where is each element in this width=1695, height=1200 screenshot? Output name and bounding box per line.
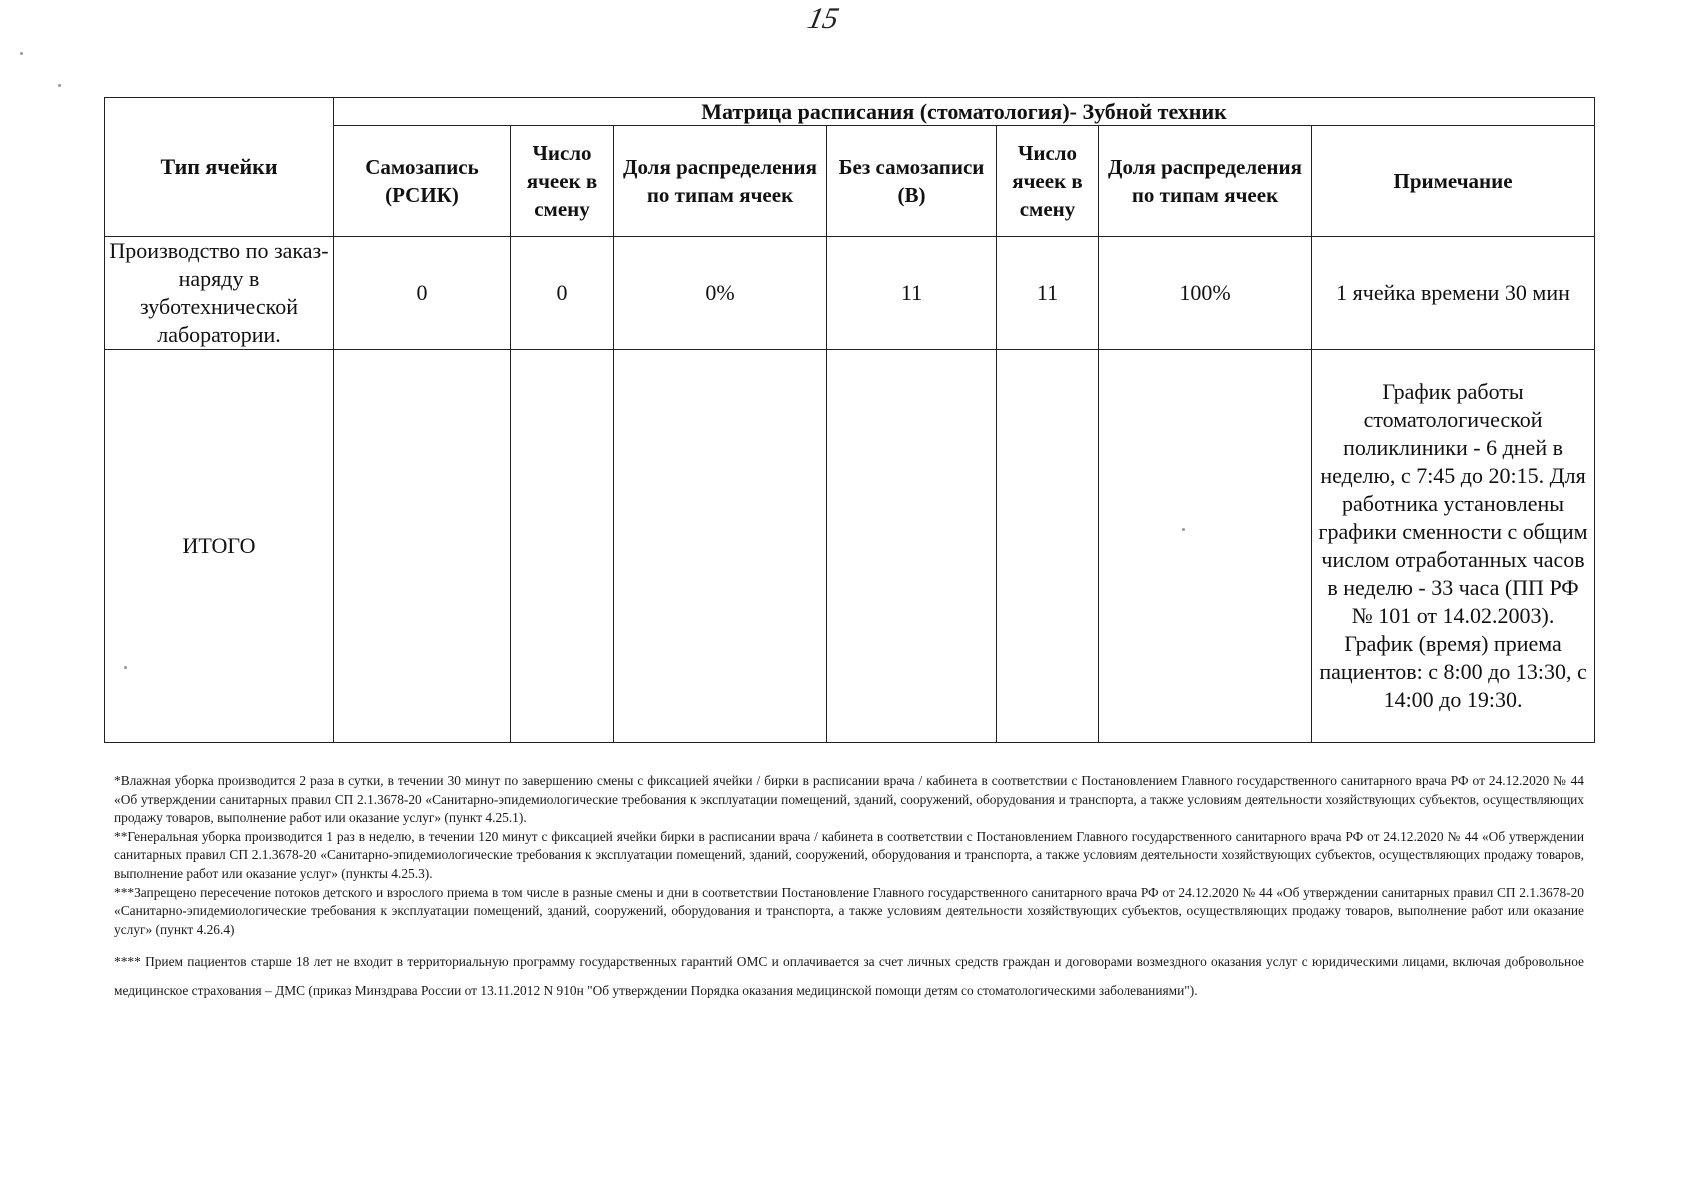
table-title: Матрица расписания (стоматология)- Зубной техник: [334, 98, 1595, 126]
empty-cell: [827, 350, 997, 743]
empty-cell: [614, 350, 827, 743]
empty-cell: [334, 350, 511, 743]
cell-type-value: Производство по заказ-наряду в зуботехнической лаборатории.: [105, 237, 334, 350]
self-record-value: 0: [334, 237, 511, 350]
footnote: *Влажная уборка производится 2 раза в сутки, в течении 30 минут по завершению смены с фиксацией ячейки / бирки в расписании врача / кабинета в соответствии с Постановлением Главного государственного санитарного врача РФ от 24.12.2020 № 44 «Об утверждении санитарных правил СП 2.1.3678-20 «Санитарно-эпидемиологические требования к эксплуатации помещений, зданий, сооружений, оборудования и транспорта, а также условиям деятельности хозяйствующих субъектов, осуществляющих продажу товаров, выполнение работ или оказание услуг» (пункт 4.25.1).: [114, 773, 1584, 826]
table-row: [105, 237, 1595, 350]
header-count-per-shift: Число ячеек в смену: [997, 126, 1099, 237]
footnote: ***Запрещено пересечение потоков детского и взрослого приема в том числе в разные смены и дни в соответствии Постановление Главного государственного санитарного врача РФ от 24.12.2020 № 44 «Об утверждении санитарных правил СП 2.1.3678-20 «Санитарно-эпидемиологические требования к эксплуатации помещений, зданий, сооружений, оборудования и транспорта, а также условиям деятельности хозяйствующих субъектов, осуществляющих продажу товаров, выполнение работ или оказание услуг» (пункт 4.26.4): [114, 884, 1584, 937]
header-distribution-share: Доля распределения по типам ячеек: [614, 126, 827, 237]
note-value: 1 ячейка времени 30 мин: [1312, 237, 1595, 350]
header-note: Примечание: [1312, 126, 1595, 237]
empty-cell: [1099, 350, 1312, 743]
header-self-record: Самозапись (РСИК): [334, 126, 511, 237]
count-per-shift-value: 0: [511, 237, 614, 350]
scan-speck: [58, 84, 61, 87]
header-cell-type: Тип ячейки: [105, 98, 334, 237]
total-note: График работы стоматологической поликлиники - 6 дней в неделю, с 7:45 до 20:15. Для работника установлены графики сменности с общим числом отработанных часов в неделю - 33 часа (ПП РФ № 101 от 14.02.2003). График (время) приема пациентов: с 8:00 до 13:30, с 14:00 до 19:30.: [1312, 350, 1595, 743]
empty-cell: [511, 350, 614, 743]
header-count-per-shift: Число ячеек в смену: [511, 126, 614, 237]
header-distribution-share: Доля распределения по типам ячеек: [1099, 126, 1312, 237]
total-row: [105, 350, 1595, 743]
total-label: ИТОГО: [105, 350, 334, 743]
schedule-matrix-table: [104, 97, 1595, 743]
empty-cell: [997, 350, 1099, 743]
distribution-share-value: 100%: [1099, 237, 1312, 350]
footnotes: [114, 772, 1584, 1005]
without-self-record-value: 11: [827, 237, 997, 350]
count-per-shift-value: 11: [997, 237, 1099, 350]
header-without-self-record: Без самозаписи (В): [827, 126, 997, 237]
page-number: 15: [804, 2, 842, 35]
footnote: **Генеральная уборка производится 1 раз в неделю, в течении 120 минут с фиксацией ячейки бирки в расписании врача / кабинета в соответствии с Постановлением Главного государственного санитарного врача РФ от 24.12.2020 № 44 «Об утверждении санитарных правил СП 2.1.3678-20 «Санитарно-эпидемиологические требования к эксплуатации помещений, зданий, сооружений, оборудования и транспорта, а также условиям деятельности хозяйствующих субъектов, осуществляющих продажу товаров, выполнение работ или оказание услуг» (пункты 4.25.3).: [114, 828, 1584, 881]
footnote: **** Прием пациентов старше 18 лет не входит в территориальную программу государственных гарантий ОМС и оплачивается за счет личных средств граждан и договорами возмездного оказания услуг с юридическими лицами, включая добровольное медицинское страхования – ДМС (приказ Минздрава России от 13.11.2012 N 910н "Об утверждении Порядка оказания медицинской помощи детям со стоматологическими заболеваниями").: [114, 954, 1584, 999]
scan-speck: [20, 52, 23, 55]
distribution-share-value: 0%: [614, 237, 827, 350]
